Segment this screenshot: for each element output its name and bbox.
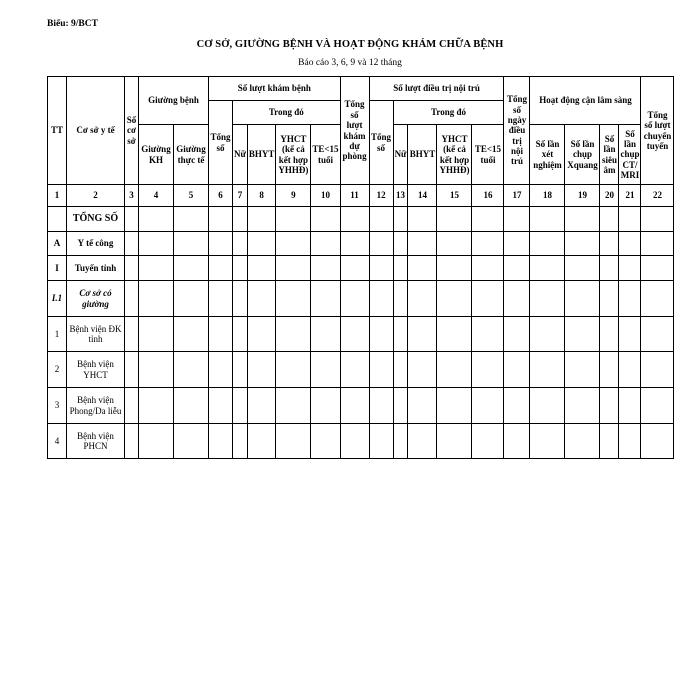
data-cell xyxy=(233,388,248,424)
data-cell xyxy=(174,207,209,232)
column-number: 3 xyxy=(125,185,139,207)
data-cell xyxy=(311,352,340,388)
data-cell xyxy=(641,232,674,256)
data-cell xyxy=(619,388,641,424)
header-xquang: Số lần chụp Xquang xyxy=(565,125,600,185)
table-row-bv-yhct xyxy=(48,352,674,388)
row-tt: 4 xyxy=(48,424,67,459)
report-subtitle: Báo cáo 3, 6, 9 và 12 tháng xyxy=(298,58,402,68)
data-cell xyxy=(369,207,393,232)
data-cell xyxy=(530,207,565,232)
header-sieu-am: Số lần siêu âm xyxy=(600,125,619,185)
data-cell xyxy=(472,352,504,388)
row-name: Tuyến tỉnh xyxy=(67,256,125,281)
header-so-luot-dieu-tri: Số lượt điều trị nội trú xyxy=(369,77,504,101)
header-dieu-tri-tong-so: Tổng số xyxy=(369,101,393,185)
data-cell xyxy=(565,207,600,232)
data-cell xyxy=(311,281,340,317)
row-name: Bệnh viện YHCT xyxy=(67,352,125,388)
data-cell xyxy=(139,424,174,459)
data-cell xyxy=(437,207,472,232)
data-cell xyxy=(437,232,472,256)
data-cell xyxy=(408,317,437,352)
column-number: 17 xyxy=(504,185,530,207)
data-cell xyxy=(565,256,600,281)
data-cell xyxy=(125,388,139,424)
data-cell xyxy=(340,256,369,281)
data-cell xyxy=(139,388,174,424)
row-name: Cơ sở có giường xyxy=(67,281,125,317)
data-cell xyxy=(408,232,437,256)
column-number: 21 xyxy=(619,185,641,207)
table-row-tong-so xyxy=(48,207,674,232)
header-so-co-so: Số cơ sở xyxy=(125,77,139,185)
data-cell xyxy=(311,207,340,232)
data-cell xyxy=(233,281,248,317)
column-number: 22 xyxy=(641,185,674,207)
header-ct-mri: Số lần chụp CT/ MRI xyxy=(619,125,641,185)
column-number: 9 xyxy=(276,185,311,207)
data-cell xyxy=(619,317,641,352)
data-cell xyxy=(393,388,408,424)
data-cell xyxy=(619,256,641,281)
row-name: Y tế công xyxy=(67,232,125,256)
table-row-tuyen-tinh xyxy=(48,256,674,281)
data-cell xyxy=(408,352,437,388)
column-number: 19 xyxy=(565,185,600,207)
data-cell xyxy=(600,256,619,281)
column-number: 18 xyxy=(530,185,565,207)
data-cell xyxy=(233,317,248,352)
data-cell xyxy=(340,232,369,256)
column-number: 14 xyxy=(408,185,437,207)
data-cell xyxy=(209,424,233,459)
column-number: 5 xyxy=(174,185,209,207)
data-cell xyxy=(247,352,276,388)
data-cell xyxy=(530,388,565,424)
data-cell xyxy=(504,207,530,232)
data-cell xyxy=(530,424,565,459)
row-tt xyxy=(48,207,67,232)
data-cell xyxy=(472,317,504,352)
header-giuong-benh: Giường bệnh xyxy=(139,77,209,125)
data-cell xyxy=(369,256,393,281)
header-kham-bhyt: BHYT xyxy=(247,125,276,185)
data-cell xyxy=(600,388,619,424)
header-kham-tong-so: Tổng số xyxy=(209,101,233,185)
data-cell xyxy=(209,388,233,424)
data-cell xyxy=(641,207,674,232)
header-kham-du-phong: Tổng số lượt khám dự phòng xyxy=(340,77,369,185)
data-cell xyxy=(530,352,565,388)
header-co-so-y-te: Cơ sở y tế xyxy=(67,77,125,185)
data-cell xyxy=(209,232,233,256)
header-chuyen-tuyen: Tổng số lượt chuyển tuyến xyxy=(641,77,674,185)
report-table xyxy=(47,76,674,459)
data-cell xyxy=(139,256,174,281)
data-cell xyxy=(174,352,209,388)
data-cell xyxy=(504,317,530,352)
data-cell xyxy=(437,352,472,388)
data-cell xyxy=(619,207,641,232)
row-tt: 3 xyxy=(48,388,67,424)
data-cell xyxy=(276,317,311,352)
data-cell xyxy=(393,207,408,232)
data-cell xyxy=(530,317,565,352)
data-cell xyxy=(340,352,369,388)
table-row-bv-phong-da-lieu xyxy=(48,388,674,424)
column-number: 7 xyxy=(233,185,248,207)
data-cell xyxy=(437,281,472,317)
data-cell xyxy=(565,424,600,459)
data-cell xyxy=(125,232,139,256)
column-number: 15 xyxy=(437,185,472,207)
data-cell xyxy=(641,424,674,459)
data-cell xyxy=(276,232,311,256)
data-cell xyxy=(408,207,437,232)
data-cell xyxy=(311,424,340,459)
data-cell xyxy=(600,207,619,232)
report-title: CƠ SỞ, GIƯỜNG BỆNH VÀ HOẠT ĐỘNG KHÁM CHỮA BỆNH xyxy=(196,39,504,50)
data-cell xyxy=(139,281,174,317)
data-cell xyxy=(504,281,530,317)
data-cell xyxy=(565,232,600,256)
header-dieu-tri-bhyt: BHYT xyxy=(408,125,437,185)
data-cell xyxy=(472,281,504,317)
header-dieu-tri-yhct: YHCT (kể cả kết hợp YHHĐ) xyxy=(437,125,472,185)
data-cell xyxy=(600,232,619,256)
header-hoat-dong-cls: Hoạt động cận lâm sàng xyxy=(530,77,641,125)
data-cell xyxy=(340,388,369,424)
data-cell xyxy=(247,424,276,459)
data-cell xyxy=(209,317,233,352)
data-cell xyxy=(125,424,139,459)
data-cell xyxy=(139,352,174,388)
data-cell xyxy=(369,317,393,352)
data-cell xyxy=(247,207,276,232)
data-cell xyxy=(209,281,233,317)
row-tt: I xyxy=(48,256,67,281)
data-cell xyxy=(504,424,530,459)
data-cell xyxy=(233,424,248,459)
column-number: 4 xyxy=(139,185,174,207)
data-cell xyxy=(276,207,311,232)
table-row-co-so-co-giuong xyxy=(48,281,674,317)
data-cell xyxy=(641,352,674,388)
data-cell xyxy=(311,256,340,281)
data-cell xyxy=(174,317,209,352)
data-cell xyxy=(247,256,276,281)
data-cell xyxy=(600,424,619,459)
data-cell xyxy=(408,424,437,459)
data-cell xyxy=(408,388,437,424)
data-cell xyxy=(174,256,209,281)
data-cell xyxy=(276,388,311,424)
data-cell xyxy=(393,352,408,388)
data-cell xyxy=(641,281,674,317)
data-cell xyxy=(125,207,139,232)
data-cell xyxy=(233,232,248,256)
data-cell xyxy=(530,281,565,317)
data-cell xyxy=(619,281,641,317)
data-cell xyxy=(174,388,209,424)
header-kham-yhct: YHCT (kể cả kết hợp YHHĐ) xyxy=(276,125,311,185)
header-tong-ngay-dieu-tri: Tổng số ngày điều trị nội trú xyxy=(504,77,530,185)
data-cell xyxy=(247,232,276,256)
data-cell xyxy=(472,207,504,232)
column-number: 16 xyxy=(472,185,504,207)
data-cell xyxy=(641,388,674,424)
data-cell xyxy=(472,256,504,281)
data-cell xyxy=(472,424,504,459)
data-cell xyxy=(472,232,504,256)
data-cell xyxy=(311,232,340,256)
data-cell xyxy=(472,388,504,424)
header-row-1 xyxy=(48,77,674,101)
data-cell xyxy=(174,424,209,459)
data-cell xyxy=(276,424,311,459)
data-cell xyxy=(209,207,233,232)
data-cell xyxy=(600,281,619,317)
row-tt: 2 xyxy=(48,352,67,388)
column-number: 20 xyxy=(600,185,619,207)
data-cell xyxy=(408,281,437,317)
row-tt: A xyxy=(48,232,67,256)
table-row-bv-phcn xyxy=(48,424,674,459)
data-cell xyxy=(393,281,408,317)
data-cell xyxy=(340,281,369,317)
data-cell xyxy=(209,256,233,281)
data-cell xyxy=(247,317,276,352)
data-cell xyxy=(530,232,565,256)
data-cell xyxy=(504,388,530,424)
row-name: Bệnh viện PHCN xyxy=(67,424,125,459)
data-cell xyxy=(565,388,600,424)
data-cell xyxy=(393,256,408,281)
data-cell xyxy=(437,388,472,424)
column-number-row xyxy=(48,185,674,207)
row-tt: I.1 xyxy=(48,281,67,317)
data-cell xyxy=(437,256,472,281)
data-cell xyxy=(530,256,565,281)
data-cell xyxy=(369,352,393,388)
data-cell xyxy=(393,232,408,256)
data-cell xyxy=(125,256,139,281)
data-cell xyxy=(437,424,472,459)
header-giuong-thuc-te: Giường thực tế xyxy=(174,125,209,185)
data-cell xyxy=(174,232,209,256)
row-name: TỔNG SỐ xyxy=(67,207,125,232)
data-cell xyxy=(619,352,641,388)
data-cell xyxy=(247,281,276,317)
data-cell xyxy=(504,256,530,281)
header-giuong-kh: Giường KH xyxy=(139,125,174,185)
column-number: 6 xyxy=(209,185,233,207)
column-number: 8 xyxy=(247,185,276,207)
data-cell xyxy=(600,317,619,352)
header-kham-nu: Nữ xyxy=(233,125,248,185)
data-cell xyxy=(139,317,174,352)
data-cell xyxy=(369,424,393,459)
data-cell xyxy=(504,232,530,256)
data-cell xyxy=(125,281,139,317)
header-kham-te15: TE<15 tuổi xyxy=(311,125,340,185)
column-number: 11 xyxy=(340,185,369,207)
data-cell xyxy=(408,256,437,281)
data-cell xyxy=(174,281,209,317)
data-cell xyxy=(311,317,340,352)
header-dieu-tri-te15: TE<15 tuổi xyxy=(472,125,504,185)
data-cell xyxy=(641,317,674,352)
data-cell xyxy=(565,352,600,388)
data-cell xyxy=(209,352,233,388)
row-name: Bệnh viện ĐK tỉnh xyxy=(67,317,125,352)
data-cell xyxy=(340,424,369,459)
column-number: 12 xyxy=(369,185,393,207)
header-xet-nghiem: Số lần xét nghiệm xyxy=(530,125,565,185)
data-cell xyxy=(369,232,393,256)
header-kham-trong-do: Trong đó xyxy=(233,101,341,125)
data-cell xyxy=(311,388,340,424)
data-cell xyxy=(340,317,369,352)
table-row-y-te-cong xyxy=(48,232,674,256)
table-row-bv-dk-tinh xyxy=(48,317,674,352)
column-number: 1 xyxy=(48,185,67,207)
data-cell xyxy=(233,352,248,388)
data-cell xyxy=(504,352,530,388)
column-number: 13 xyxy=(393,185,408,207)
data-cell xyxy=(233,207,248,232)
data-cell xyxy=(565,317,600,352)
data-cell xyxy=(619,424,641,459)
data-cell xyxy=(139,232,174,256)
data-cell xyxy=(393,317,408,352)
header-tt: TT xyxy=(48,77,67,185)
form-code: Biểu: 9/BCT xyxy=(47,19,98,29)
data-cell xyxy=(276,256,311,281)
data-cell xyxy=(233,256,248,281)
data-cell xyxy=(340,207,369,232)
header-so-luot-kham: Số lượt khám bệnh xyxy=(209,77,341,101)
header-dieu-tri-nu: Nữ xyxy=(393,125,408,185)
data-cell xyxy=(437,317,472,352)
data-cell xyxy=(619,232,641,256)
header-dieu-tri-trong-do: Trong đó xyxy=(393,101,504,125)
data-cell xyxy=(276,352,311,388)
data-cell xyxy=(125,352,139,388)
data-cell xyxy=(393,424,408,459)
data-cell xyxy=(139,207,174,232)
column-number: 2 xyxy=(67,185,125,207)
row-name: Bệnh viện Phong/Da liễu xyxy=(67,388,125,424)
data-cell xyxy=(565,281,600,317)
data-cell xyxy=(247,388,276,424)
data-cell xyxy=(125,317,139,352)
column-number: 10 xyxy=(311,185,340,207)
data-cell xyxy=(369,388,393,424)
row-tt: 1 xyxy=(48,317,67,352)
data-cell xyxy=(369,281,393,317)
data-cell xyxy=(276,281,311,317)
data-cell xyxy=(641,256,674,281)
data-cell xyxy=(600,352,619,388)
